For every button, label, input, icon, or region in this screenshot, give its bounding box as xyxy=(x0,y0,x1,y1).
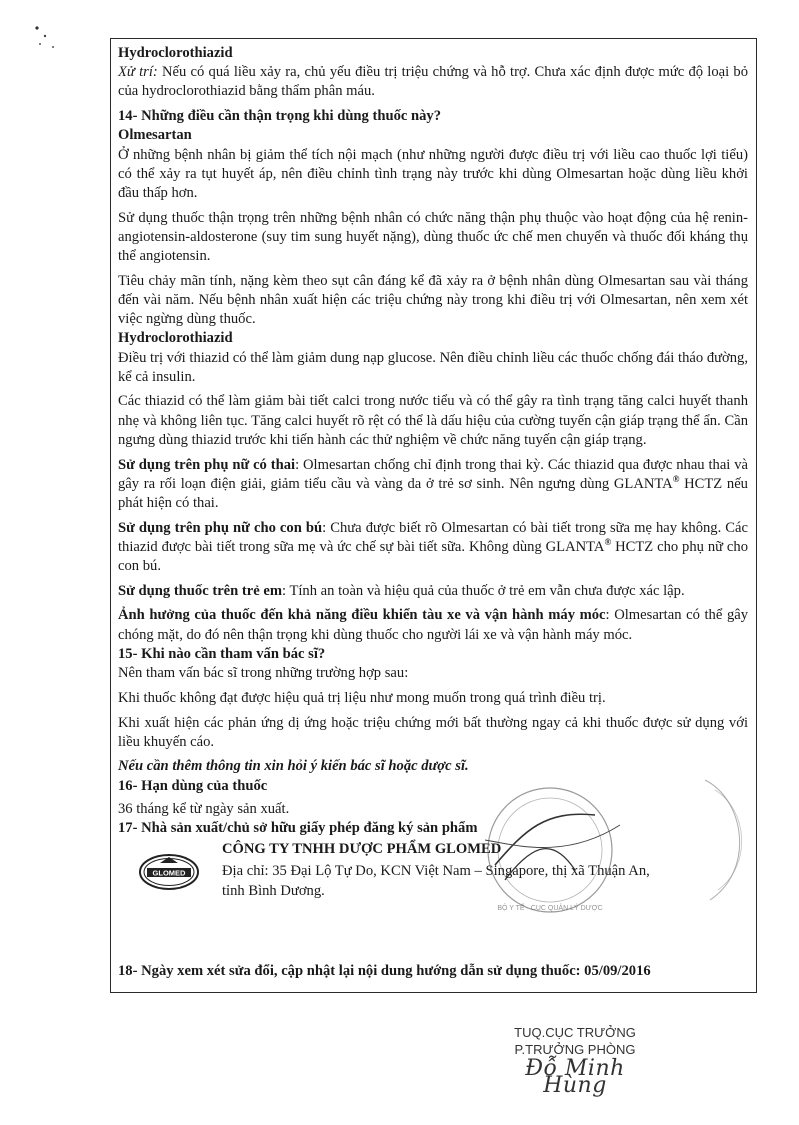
pregnancy-label: Sử dụng trên phụ nữ có thai xyxy=(118,456,296,473)
olmesartan-title: Olmesartan xyxy=(118,127,192,144)
registered-mark: ® xyxy=(604,537,612,548)
section-15-note: Nếu cần thêm thông tin xin hỏi ý kiến bác sĩ hoặc dược sĩ. xyxy=(118,758,469,775)
driving-text: : Olmesartan có thể gây chóng mặt, do đó nên thận trọng khi dùng thuốc cho người lái xe và vận hành máy móc. xyxy=(118,607,749,643)
hydro-caution-title: Hydroclorothiazid xyxy=(118,330,233,347)
logo-text: GLOMED xyxy=(152,868,186,878)
pregnancy-text-end: HCTZ nếu phát hiện có thai. xyxy=(118,475,748,511)
signature-title-2: P.TRƯỞNG PHÒNG xyxy=(514,1042,636,1057)
hydro-overdose-title: Hydroclorothiazid xyxy=(118,45,233,61)
ministry-stamp xyxy=(455,770,635,920)
olmesartan-paragraph-2: Sử dụng thuốc thận trọng trên những bệnh nhân có chức năng thận phụ thuộc vào hoạt động của hệ renin-angiotensin-aldosterone (suy tim sung huyết nặng), dùng thuốc ức chế men chuyển và thuốc đối kháng thụ thể angiotensin. xyxy=(118,209,748,265)
section-17-title: 17- Nhà sản xuất/chủ sở hữu giấy phép đăng ký sản phẩm xyxy=(118,820,478,837)
overdose-body: Nếu có quá liều xảy ra, chủ yếu điều trị triệu chứng và hỗ trợ. Chưa xác định được mức độ loại bỏ của hydroclorothiazid bằng thẩm phân máu. xyxy=(118,64,749,100)
children-text: : Tính an toàn và hiệu quả của thuốc ở trẻ em vẫn chưa được xác lập. xyxy=(282,582,685,599)
signature-block xyxy=(490,1024,660,1098)
olmesartan-paragraph-1: Ở những bệnh nhân bị giảm thể tích nội mạch (như những người được điều trị với liều cao thuốc lợi tiểu) có thể xảy ra tụt huyết áp, nên điều chỉnh tình trạng này trước khi dùng Olmesartan hoặc dùng liều khởi đầu thấp hơn. xyxy=(118,146,748,201)
hydro-overdose-text xyxy=(118,63,748,101)
stamp-text: BỘ Y TẾ · CỤC QUẢN LÝ DƯỢC xyxy=(497,905,603,912)
driving-label: Ảnh hưởng của thuốc đến khả năng điều khiển tàu xe và vận hành máy móc xyxy=(118,607,606,624)
signature-name: Đỗ Minh Hùng xyxy=(525,1056,625,1098)
signature-title-1: TUQ.CỤC TRƯỞNG xyxy=(514,1025,636,1040)
section-15-paragraph-3: Khi xuất hiện các phản ứng dị ứng hoặc triệu chứng mới bất thường ngay cả khi thuốc được sử dụng với liều khuyến cáo. xyxy=(118,714,748,750)
breastfeeding-paragraph xyxy=(118,519,748,577)
olmesartan-paragraph-3: Tiêu chảy mãn tính, nặng kèm theo sụt cân đáng kể đã xảy ra ở bệnh nhân dùng Olmesartan sau vài tháng đến vài năm. Nếu bệnh nhân xuất hiện các triệu chứng này trong khi điều trị với Olmesartan, nên xem xét việc ngừng dùng thuốc. xyxy=(118,272,748,328)
breastfeeding-text-end: HCTZ cho phụ nữ cho con bú. xyxy=(118,538,748,575)
section-15-paragraph-2: Khi thuốc không đạt được hiệu quả trị liệu như mong muốn trong quá trình điều trị. xyxy=(118,689,606,706)
pregnancy-text: : Olmesartan chống chỉ định trong thai kỳ. Các thiazid qua được nhau thai và gây ra rối loạn điện giải, giảm tiểu cầu và vàng da ở trẻ sơ sinh. Nên ngưng dùng GLANTA xyxy=(118,456,749,492)
section-15-paragraph-1: Nên tham vấn bác sĩ trong những trường hợp sau: xyxy=(118,665,409,682)
company-name: CÔNG TY TNHH DƯỢC PHẨM GLOMED xyxy=(222,841,502,858)
glomed-logo xyxy=(138,852,200,892)
company-address: Địa chỉ: 35 Đại Lộ Tự Do, KCN Việt Nam – Singapore, thị xã Thuận An, tỉnh Bình Dương. xyxy=(222,863,650,899)
overdose-label: Xử trí: xyxy=(118,64,158,81)
breastfeeding-text: : Chưa được biết rõ Olmesartan có bài tiết trong sữa mẹ hay không. Các thiazid được bài tiết trong sữa mẹ và ức chế sự bài tiết sữa. Không dùng GLANTA xyxy=(118,519,748,555)
registered-mark: ® xyxy=(672,473,680,484)
pregnancy-paragraph xyxy=(118,456,748,514)
scan-speck xyxy=(25,22,65,52)
children-label: Sử dụng thuốc trên trẻ em xyxy=(118,582,283,599)
document-body xyxy=(118,44,748,901)
children-paragraph xyxy=(118,582,748,601)
section-15-title: 15- Khi nào cần tham vấn bác sĩ? xyxy=(118,645,326,662)
page-edge-stamp xyxy=(700,770,760,910)
driving-paragraph xyxy=(118,606,748,644)
manufacturer-block xyxy=(118,840,748,901)
hydro-paragraph-2: Các thiazid có thể làm giảm bài tiết calci trong nước tiểu và có thể gây ra tình trạng tăng calci huyết thanh nhẹ và không liên tục. Tăng calci huyết rõ rệt có thể là dấu hiệu của cường tuyến cận giáp trạng thể ẩn. Cần ngưng dùng thiazid trước khi tiến hành các thử nghiệm về chức năng tuyến cận giáp trạng. xyxy=(118,393,748,448)
breastfeeding-label: Sử dụng trên phụ nữ cho con bú xyxy=(118,519,323,536)
section-16-text: 36 tháng kể từ ngày sản xuất. xyxy=(118,800,290,817)
section-14-title: 14- Những điều cần thận trọng khi dùng thuốc này? xyxy=(118,108,442,125)
section-18-revision-date: 18- Ngày xem xét sửa đổi, cập nhật lại nội dung hướng dẫn sử dụng thuốc: 05/09/2016 xyxy=(118,963,651,979)
section-16-title: 16- Hạn dùng của thuốc xyxy=(118,777,268,794)
hydro-paragraph-1: Điều trị với thiazid có thể làm giảm dung nạp glucose. Nên điều chỉnh liều các thuốc chống đái tháo đường, kể cả insulin. xyxy=(118,349,748,385)
